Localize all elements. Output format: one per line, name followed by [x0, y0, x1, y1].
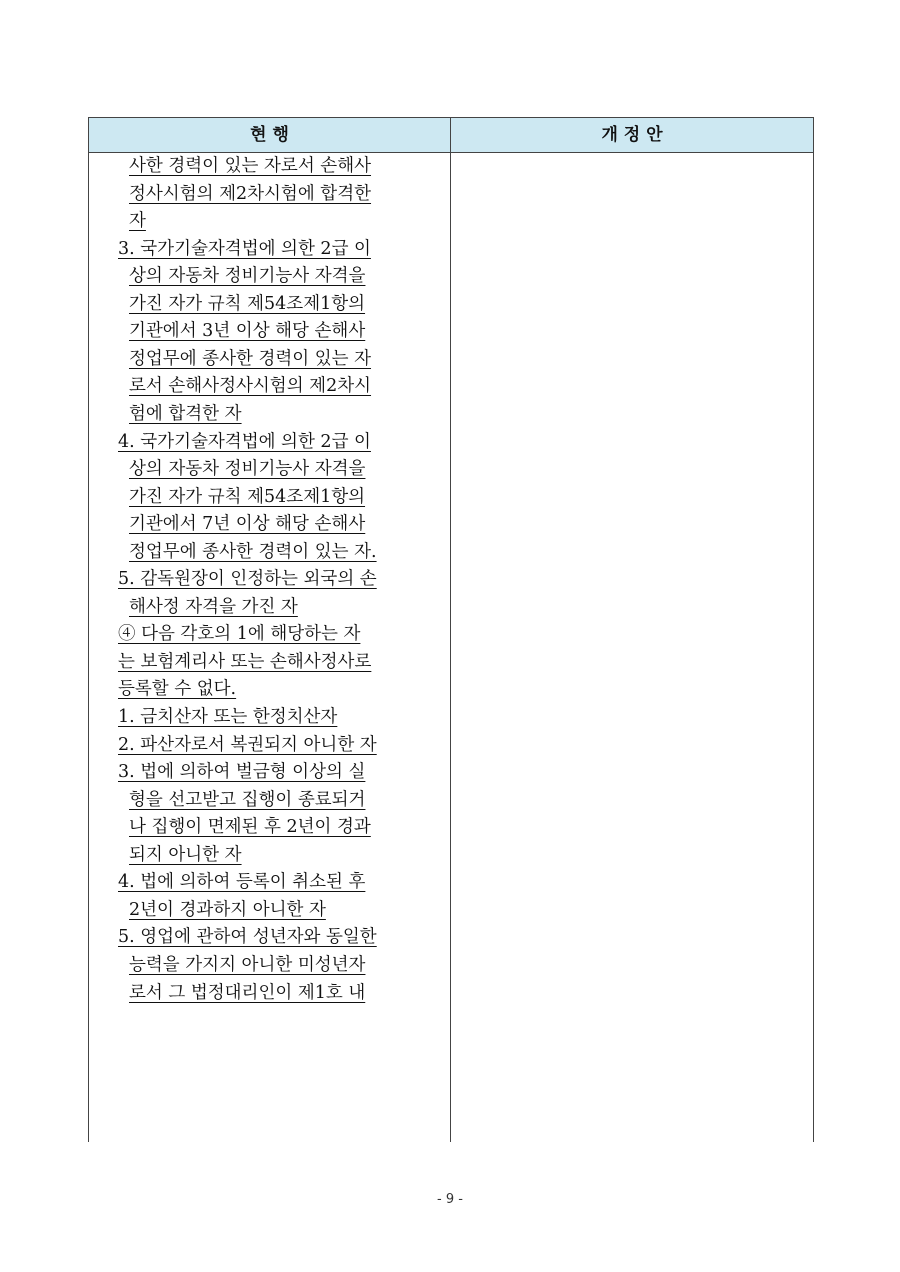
current-text-line: 로서 손해사정사시험의 제2차시 [129, 376, 372, 397]
current-text-line: 기관에서 3년 이상 해당 손해사 [129, 321, 366, 342]
current-text-line: 1. 금치산자 또는 한정치산자 [118, 707, 338, 727]
table-header [89, 117, 813, 153]
current-text-line: 정업무에 종사한 경력이 있는 자 [129, 348, 372, 369]
current-text-line: 상의 자동차 정비기능사 자격을 [129, 266, 366, 287]
current-text-line: 5. 영업에 관하여 성년자와 동일한 [118, 927, 377, 948]
current-text-line: 5. 감독원장이 인정하는 외국의 손 [118, 569, 377, 590]
current-text-line: 기관에서 7년 이상 해당 손해사 [129, 514, 366, 535]
page-number: - 9 - [437, 1192, 463, 1207]
current-text-line: 해사정 자격을 가진 자 [129, 596, 298, 617]
current-text-line: 정업무에 종사한 경력이 있는 자. [129, 541, 377, 562]
current-text-line: 자 [129, 211, 146, 232]
current-text-line: 험에 합격한 자 [129, 403, 242, 424]
revision-comparison-table [88, 117, 814, 1142]
header-current: 현 행 [250, 125, 289, 145]
current-text-line: 2년이 경과하지 아니한 자 [129, 899, 326, 920]
current-text-line: 정사시험의 제2차시험에 합격한 [129, 183, 372, 204]
current-text-line: 로서 그 법정대리인이 제1호 내 [129, 982, 366, 1003]
current-text-line: 2. 파산자로서 복권되지 아니한 자 [118, 734, 377, 755]
current-text-line: 3. 법에 의하여 벌금형 이상의 실 [118, 762, 366, 783]
current-text-line: 형을 선고받고 집행이 종료되거 [129, 789, 366, 810]
current-text-line: 가진 자가 규칙 제54조제1항의 [129, 293, 366, 314]
current-text-line: 4. 법에 의하여 등록이 취소된 후 [118, 872, 366, 893]
current-text-line: 사한 경력이 있는 자로서 손해사 [129, 156, 372, 176]
column-divider [450, 117, 451, 1142]
current-text-line: 는 보험계리사 또는 손해사정사로 [118, 651, 372, 672]
current-text-line: 3. 국가기술자격법에 의한 2급 이 [118, 238, 371, 259]
current-text-line: 등록할 수 없다. [118, 679, 237, 700]
current-text-line: ④ 다음 각호의 1에 해당하는 자 [118, 624, 361, 645]
current-text-line: 4. 국가기술자격법에 의한 2급 이 [118, 431, 371, 452]
current-text-line: 가진 자가 규칙 제54조제1항의 [129, 486, 366, 507]
current-text-line: 되지 아니한 자 [129, 844, 242, 865]
current-text-line: 상의 자동차 정비기능사 자격을 [129, 459, 366, 480]
header-proposed: 개 정 안 [601, 125, 663, 145]
current-text-line: 능력을 가지지 아니한 미성년자 [129, 954, 366, 975]
current-text-line: 나 집행이 면제된 후 2년이 경과 [129, 817, 371, 838]
